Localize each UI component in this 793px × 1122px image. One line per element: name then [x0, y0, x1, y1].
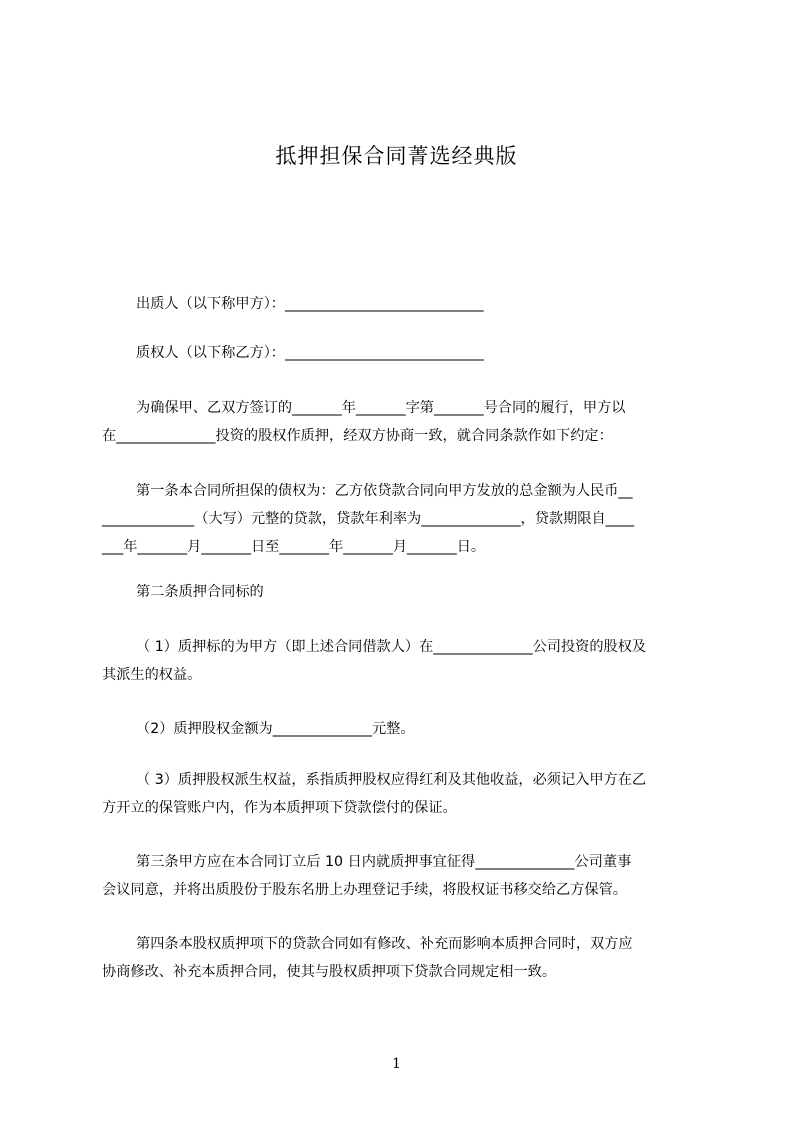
paragraph-line: 质权人（以下称乙方）：____________________________ — [136, 345, 484, 361]
paragraph-article-3 — [102, 848, 714, 904]
paragraph-line: ___年_______月_______日至_______年_______月_______日。 — [102, 539, 486, 555]
paragraph-line: 协商修改、补充本质押合同，使其与股权质押项下贷款合同规定相一致。 — [102, 964, 557, 980]
page-number: 1 — [392, 1056, 401, 1072]
paragraph-line: 会议同意，并将出质股份于股东名册上办理登记手续，将股权证书移交给乙方保管。 — [102, 882, 627, 898]
paragraph-line: （ 3）质押股权派生权益，系指质押股权应得红利及其他收益，必须记入甲方在乙 — [136, 772, 647, 788]
paragraph-line: 第四条本股权质押项下的贷款合同如有修改、补充而影响本质押合同时，双方应 — [136, 936, 633, 952]
paragraph-line: 在______________投资的股权作质押，经双方协商一致，就合同条款作如下约定： — [102, 428, 613, 444]
paragraph-pledgee — [102, 339, 714, 367]
paragraph-line: 第二条质押合同标的 — [136, 584, 264, 600]
paragraph-line: 其派生的权益。 — [102, 667, 202, 683]
paragraph-article-1 — [102, 477, 714, 561]
paragraph-line: （ 1）质押标的为甲方（即上述合同借款人）在______________公司投资的股权及 — [136, 639, 647, 655]
paragraph-line: 出质人（以下称甲方）：____________________________ — [136, 296, 484, 312]
paragraph-purpose — [102, 394, 714, 450]
paragraph-line: 方开立的保管账户内，作为本质押项下贷款偿付的保证。 — [102, 800, 457, 816]
paragraph-article-4 — [102, 930, 714, 986]
paragraph-item-3 — [102, 766, 714, 822]
page-title: 抵押担保合同菁选经典版 — [275, 144, 518, 168]
paragraph-item-2 — [102, 715, 714, 743]
paragraph-line: 为确保甲、乙双方签订的_______年_______字第_______号合同的履行，甲方以 — [136, 400, 626, 416]
paragraph-line: 第三条甲方应在本合同订立后 10 日内就质押事宜征得______________公司董事 — [136, 854, 632, 870]
paragraph-item-1 — [102, 633, 714, 689]
paragraph-line: 第一条本合同所担保的债权为：乙方依贷款合同向甲方发放的总金额为人民币__ — [136, 483, 633, 499]
paragraph-pledgor — [102, 290, 714, 318]
paragraph-article-2-heading — [102, 578, 714, 606]
paragraph-line: _____________（大写）元整的贷款，贷款年利率为______________，贷款期限自____ — [102, 511, 635, 527]
paragraph-line: （2）质押股权金额为______________元整。 — [136, 721, 415, 737]
